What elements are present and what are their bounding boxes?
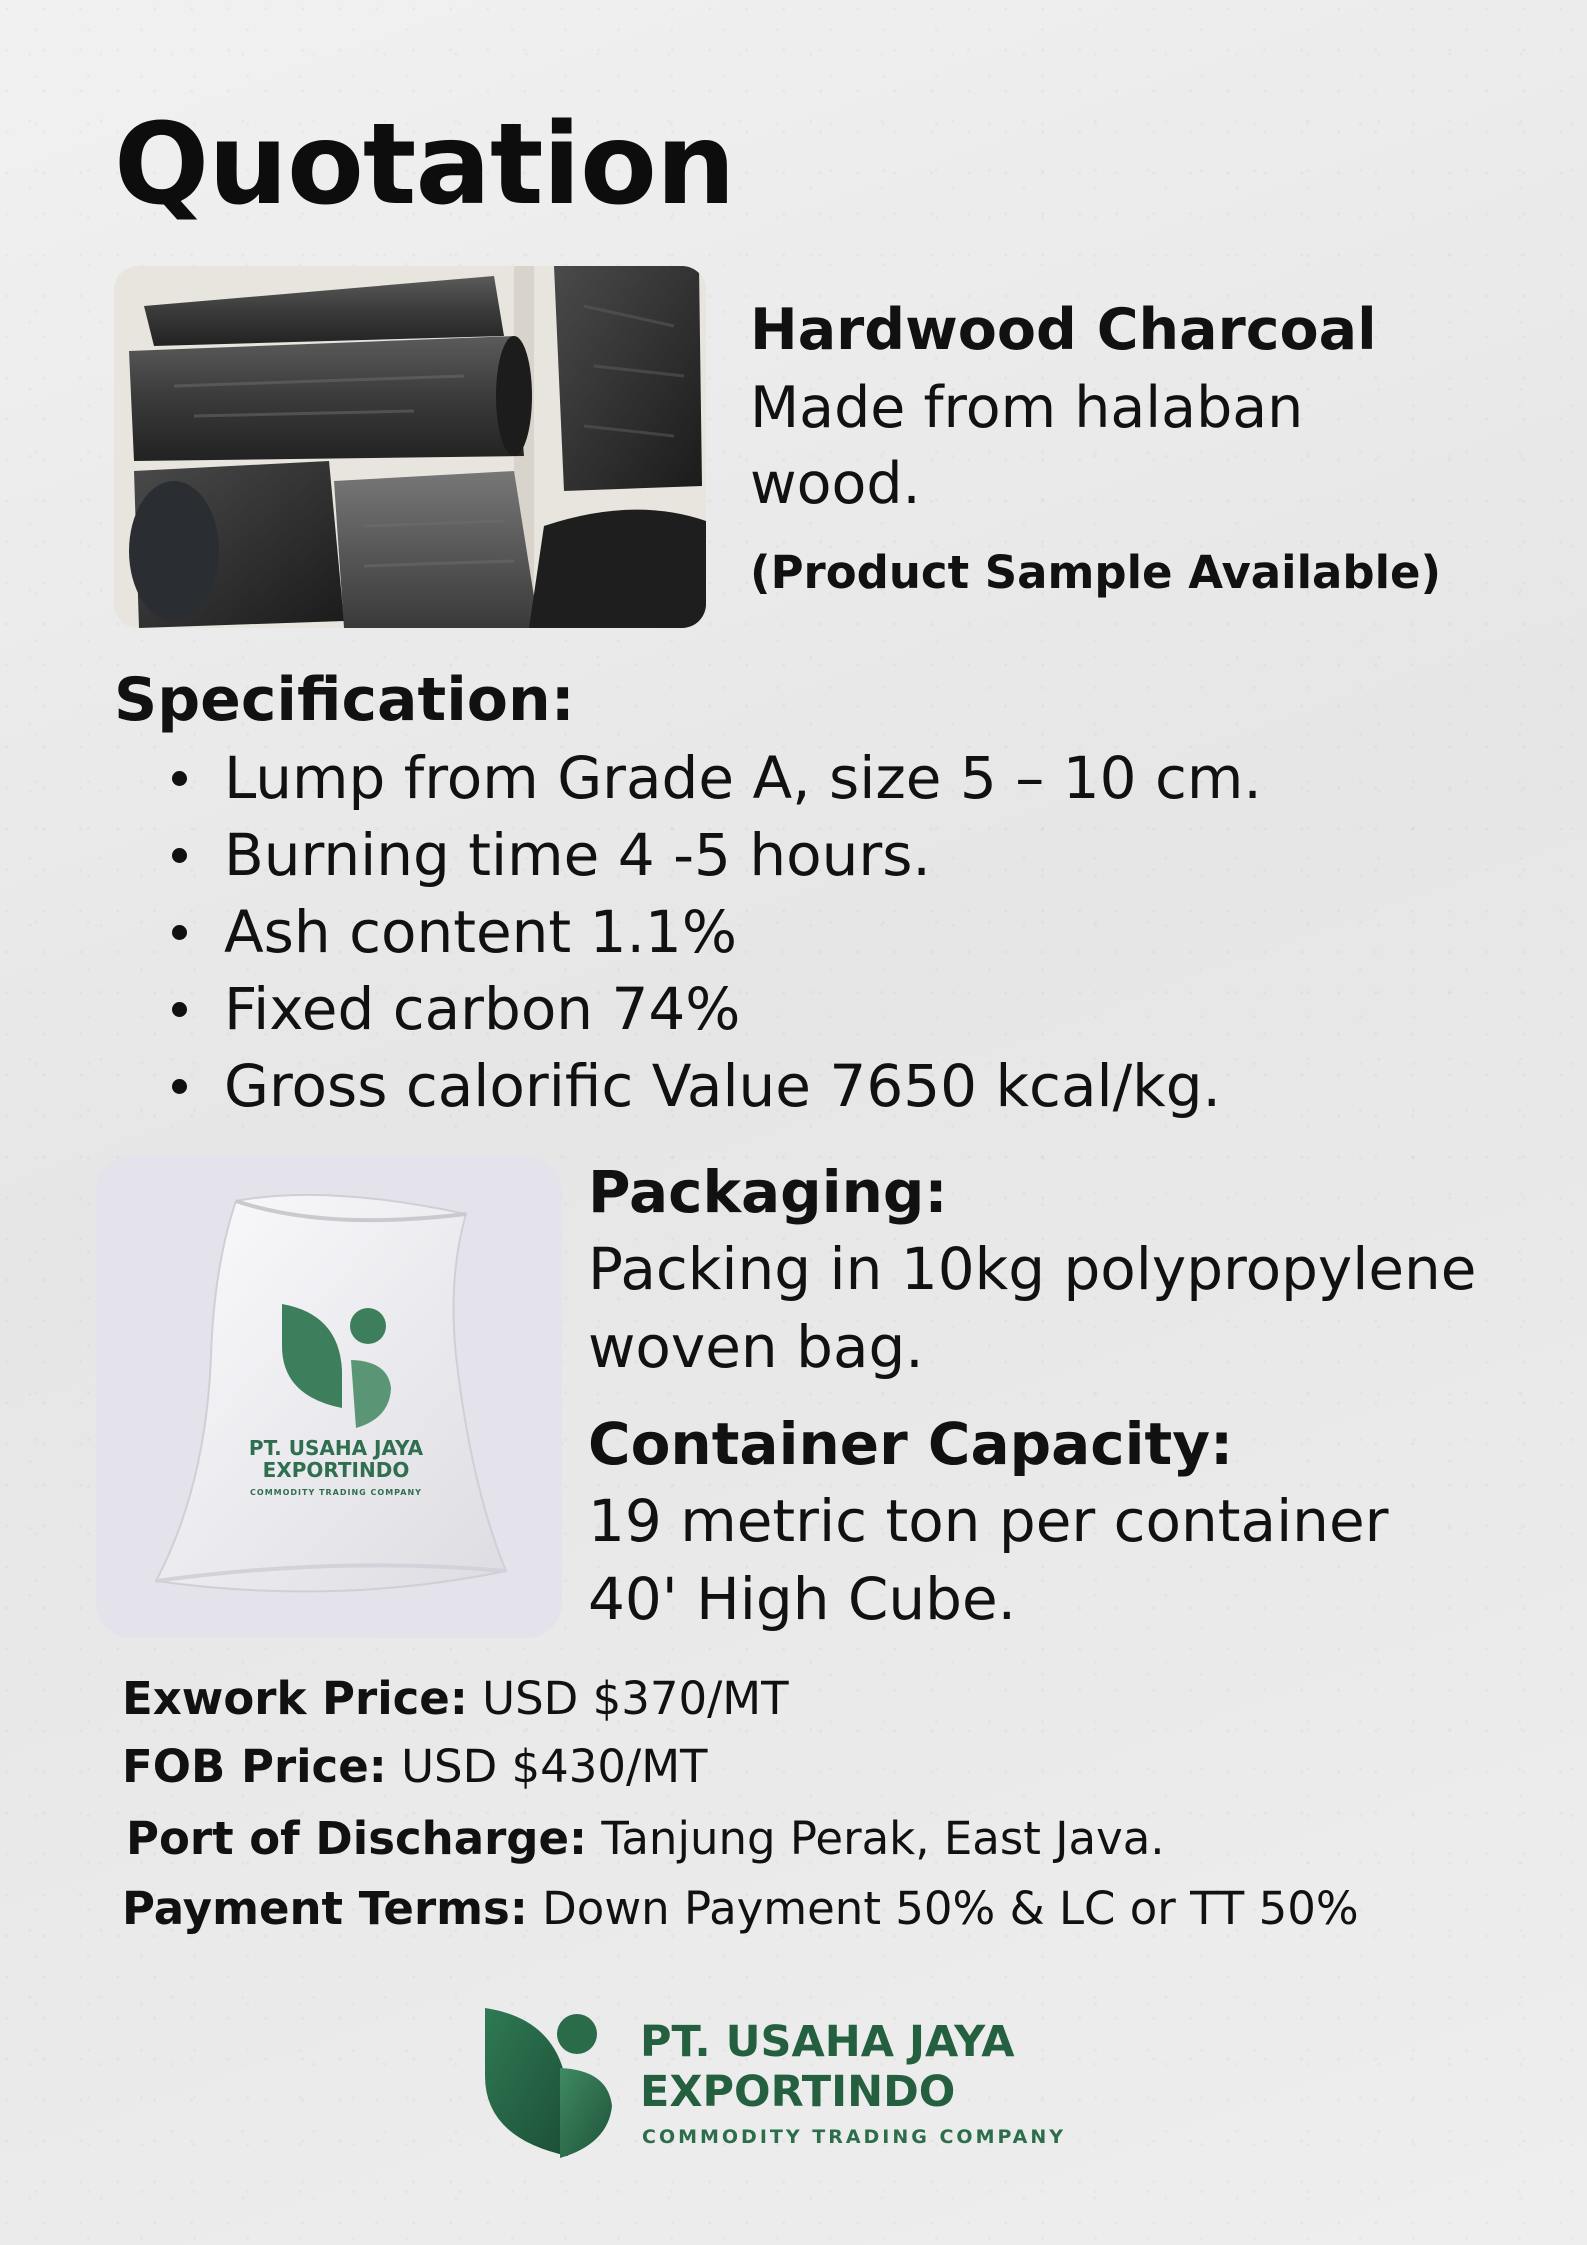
fob-price-label: FOB Price:: [122, 1740, 387, 1793]
company-name-line1: PT. USAHA JAYA: [640, 2017, 1015, 2067]
specification-heading: Specification:: [114, 665, 575, 735]
exwork-price-label: Exwork Price:: [122, 1672, 468, 1725]
port-of-discharge-row: [126, 1812, 1165, 1866]
exwork-price-row: [122, 1672, 789, 1726]
bag-company-label: [216, 1438, 456, 1498]
spec-item-burning-time: Burning time 4 -5 hours.: [172, 817, 1262, 894]
exwork-price-value: USD $370/MT: [482, 1672, 789, 1725]
packaging-heading: Packaging:: [588, 1158, 948, 1226]
spec-item-size: Lump from Grade A, size 5 – 10 cm.: [172, 740, 1262, 817]
company-leaf-icon: [480, 2006, 620, 2166]
fob-price-value: USD $430/MT: [401, 1740, 708, 1793]
spec-item-calorific-value: Gross calorific Value 7650 kcal/kg.: [172, 1048, 1262, 1125]
container-capacity-heading: Container Capacity:: [588, 1410, 1234, 1478]
payment-terms-value: Down Payment 50% & LC or TT 50%: [542, 1882, 1359, 1935]
bag-brand-tagline: COMMODITY TRADING COMPANY: [250, 1488, 422, 1498]
payment-terms-row: [122, 1882, 1359, 1936]
fob-price-row: [122, 1740, 708, 1794]
packaging-text: Packing in 10kg polypropylene woven bag.: [588, 1235, 1477, 1382]
company-name-line2: EXPORTINDO: [640, 2066, 956, 2117]
product-name: Hardwood Charcoal: [750, 297, 1377, 363]
spec-item-ash-content: Ash content 1.1%: [172, 894, 1262, 971]
page-title: Quotation: [114, 100, 735, 230]
packaging-bag-image: [96, 1156, 562, 1638]
port-of-discharge-value: Tanjung Perak, East Java.: [601, 1812, 1165, 1865]
sample-availability-note: (Product Sample Available): [750, 546, 1442, 599]
container-capacity-text: 19 metric ton per container 40' High Cube.: [588, 1487, 1389, 1634]
specification-list: [172, 740, 1262, 1125]
company-name: [640, 2018, 1015, 2118]
product-description: Made from halaban wood.: [750, 375, 1304, 518]
bag-brand-line1: PT. USAHA JAYA: [248, 1436, 424, 1460]
company-logo: [480, 2006, 1100, 2166]
company-tagline: COMMODITY TRADING COMPANY: [642, 2126, 1067, 2148]
charcoal-product-image: [114, 266, 706, 628]
payment-terms-label: Payment Terms:: [122, 1882, 528, 1935]
spec-item-fixed-carbon: Fixed carbon 74%: [172, 971, 1262, 1048]
port-of-discharge-label: Port of Discharge:: [126, 1812, 587, 1865]
bag-brand-line2: EXPORTINDO: [262, 1457, 410, 1482]
